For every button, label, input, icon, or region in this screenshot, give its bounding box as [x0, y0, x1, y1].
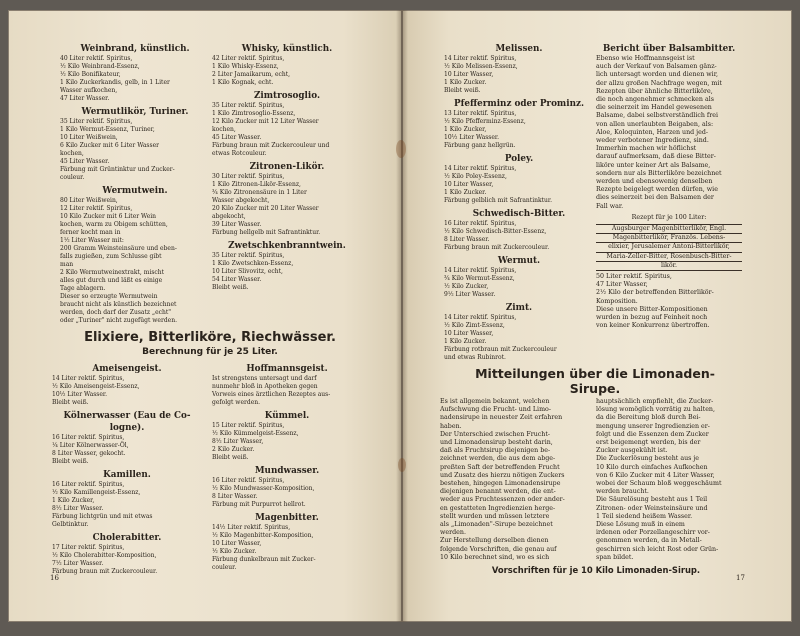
text-line: 12 Kilo Zucker mit 12 Liter Wasser — [212, 118, 319, 125]
text-line: 17 Liter rektif. Spiritus, — [52, 544, 125, 551]
text-line: daß als Fruchtsirup diejenigen be- — [440, 447, 551, 455]
text-line: da die Bereitung bloß durch Bei- — [596, 414, 701, 422]
text-line: Bleibt weiß. — [212, 454, 249, 461]
text-line: Ebenso wie Hoffmannsgeist ist — [596, 55, 695, 62]
text-line: Färbung mit Purpurrot hellrot. — [212, 501, 306, 508]
text-line: ¾ Kilo Zitronensäure in 1 Liter — [212, 189, 307, 196]
text-line: mengung unserer Ingredienzien er- — [596, 422, 710, 430]
right-col-1 — [444, 40, 594, 362]
ingredient-list — [212, 55, 362, 87]
text-line: Gelbtinktur. — [52, 521, 89, 528]
text-line: die noch angenehmer schmecken als — [596, 96, 714, 104]
text-line: Bleibt weiß. — [52, 399, 89, 406]
ingredient-list — [212, 102, 362, 158]
section-heading: Elixiere, Bitterliköre, Riechwässer. — [84, 330, 336, 345]
footer-heading: Vorschriften für je 10 Kilo Limonaden-Sirup. — [491, 565, 701, 575]
text-line: oder „Turiner" nicht zugefügt werden. — [60, 317, 177, 324]
text-line: 9½ Liter Wasser. — [444, 291, 496, 298]
right-col-4 — [596, 398, 746, 562]
text-line: werden, doch darf der Zusatz „echt" — [60, 309, 172, 316]
text-line: Zitronen- oder Weinsteinsäure und — [596, 504, 708, 512]
text-line: ferner kocht man in — [60, 229, 121, 236]
text-line: hauptsächlich empfiehlt, die Zucker- — [596, 398, 714, 405]
recipe-title: Kümmel. — [264, 411, 310, 421]
text-line: 8 Liter Wasser. — [212, 493, 258, 500]
text-line: Ist strengstens untersagt und darf — [212, 375, 317, 382]
text-line: ½ Kilo Cholerabitter-Komposition, — [52, 552, 157, 559]
recipe-title: Mundwasser. — [254, 466, 320, 476]
text-line: Magenbitterlikör, Französ. Lebens- — [596, 234, 742, 243]
text-line: 80 Liter Weißwein, — [60, 197, 118, 204]
text-line: ½ Kilo Melissen-Essenz, — [444, 63, 518, 70]
text-line: 35 Liter rektif. Spiritus, — [60, 118, 133, 125]
text-line: 8 Liter Wasser, gekocht. — [52, 450, 126, 457]
text-line: 39 Liter Wasser. — [212, 221, 262, 228]
text-line: 1 Kilo Zwetschken-Essenz, — [212, 260, 294, 267]
section-heading-line2: Sirupe. — [569, 381, 621, 396]
left-col-3 — [52, 360, 202, 576]
text-line: irdenen oder Porzellangeschirr vor- — [596, 529, 710, 537]
text-line: von allen unerlaubten Beigaben, als: — [596, 120, 714, 128]
text-line: Färbung lichtgrün und mit etwas — [52, 513, 153, 520]
text-line: kochen, warm zu Obigem schütten, — [60, 221, 168, 228]
text-line: Bleibt weiß. — [52, 458, 89, 465]
ingredient-list — [212, 524, 362, 572]
text-line: 1 Kilo Zucker, — [444, 126, 487, 133]
text-line: 14 Liter rektif. Spiritus, — [444, 165, 517, 172]
text-line: weder verbotener Ingredienz, sind. — [596, 137, 709, 145]
text-line: 12 Liter rektif. Spiritus, — [60, 205, 133, 212]
text-line: Färbung dunkelbraun mit Zucker- — [212, 556, 316, 563]
ingredient-list — [212, 252, 362, 292]
recipe-title: Wermutwein. — [102, 186, 168, 196]
text-line: liköre unter keiner Art als Balsame, — [596, 161, 711, 169]
recipe-title: Kamillen. — [103, 470, 151, 480]
left-col-1 — [60, 40, 210, 325]
text-line: 10 Liter Wasser, — [444, 71, 494, 78]
text-line: 14 Liter rektif. Spiritus, — [444, 55, 517, 62]
text-line: haben. — [440, 422, 462, 430]
text-line: Zucker ausgekühlt ist. — [596, 447, 668, 455]
text-line: 47 Liter Wasser, — [596, 281, 648, 289]
text-line: 7½ Liter Wasser. — [52, 560, 104, 567]
recipe-title: Wermutlikör, Turiner. — [81, 107, 189, 117]
text-line: Färbung braun mit Zuckercouleur. — [444, 244, 550, 251]
text-line: darauf aufmerksam, daß diese Bitter- — [596, 153, 716, 161]
ingredient-list — [444, 314, 594, 362]
recipe-title: Zwetschkenbranntwein. — [228, 241, 346, 251]
text-line: preßten Saft der betreffenden Frucht — [440, 463, 560, 471]
ingredient-list — [60, 197, 210, 325]
text-line: der allzu großen Nachfrage wegen, mit — [596, 79, 722, 87]
text-line: Die Säurelösung besteht aus 1 Teil — [596, 496, 708, 504]
text-line: kochen, — [212, 126, 236, 133]
recipe-title: Zimt. — [505, 303, 533, 313]
text-line: 14 Liter rektif. Spiritus, — [444, 314, 517, 321]
text-line: als „Limonaden"-Sirupe bezeichnet — [440, 521, 553, 529]
text-line: couleur. — [212, 564, 237, 571]
text-line: 47 Liter Wasser. — [60, 95, 110, 102]
text-line: 16 Liter rektif. Spiritus, — [52, 434, 125, 441]
recipe-title: Schwedisch-Bitter. — [472, 209, 566, 219]
text-line: 1 Kilo Zuckerkandis, gelb, in 1 Liter — [60, 79, 170, 86]
text-line: von 6 Kilo Zucker mit 4 Liter Wasser, — [596, 471, 715, 479]
text-line: 10 Liter Wasser, — [212, 540, 262, 547]
text-line: Immerhin machen wir höflichst — [596, 145, 697, 153]
text-line: abgekocht, — [212, 213, 246, 220]
recipe-title: Zitronen-Likör. — [249, 162, 325, 172]
text-line: 42 Liter rektif. Spiritus, — [212, 55, 285, 62]
text-line: Färbung ganz hellgrün. — [444, 142, 516, 149]
text-line: Der Unterschied zwischen Frucht- — [440, 430, 550, 438]
book-gutter — [396, 10, 408, 622]
text-line: 10 Liter Weißwein, — [60, 134, 118, 141]
text-line: folgende Vorschriften, die genau auf — [440, 545, 557, 553]
text-line: Diese Lösung muß in einem — [596, 521, 685, 529]
text-line: 45 Liter Wasser. — [60, 158, 110, 165]
text-line: Diese unsere Bitter-Kompositionen — [596, 305, 708, 313]
text-line: 1 Kilo Zucker. — [444, 189, 487, 196]
text-line: 50 Liter rektif. Spiritus, — [596, 273, 672, 281]
text-line: ½ Kilo Schwedisch-Bitter-Essenz, — [444, 228, 547, 235]
text-line: ½ Kilo Ameisengeist-Essenz, — [52, 383, 140, 390]
ingredient-list — [444, 110, 594, 150]
text-line: zeichnet werden, die aus dem abge- — [440, 455, 556, 463]
text-line: 10 Kilo Zucker mit 6 Liter Wein — [60, 213, 157, 220]
section-subheading: Berechnung für je 25 Liter. — [142, 347, 278, 357]
text-line: kochen, — [60, 150, 84, 157]
text-line: ¾ Kilo Wermut-Essenz, — [444, 275, 515, 282]
text-line: 1½ Liter Wasser mit: — [60, 237, 124, 244]
text-line: 16 Liter rektif. Spiritus, — [444, 220, 517, 227]
page-number: 17 — [736, 574, 745, 582]
text-line: 16 Liter rektif. Spiritus, — [212, 477, 285, 484]
text-line: nunmehr bloß in Apotheken gegen — [212, 383, 318, 390]
text-line: ½ Kilo Poley-Essenz, — [444, 173, 507, 180]
text-line: 1 Kilo Zitronen-Likör-Essenz, — [212, 181, 301, 188]
text-line: 13 Liter rektif. Spiritus, — [444, 110, 517, 117]
recipe-title: Pfefferminz oder Prominz. — [453, 99, 585, 109]
text-line: 14½ Liter rektif. Spiritus, — [212, 524, 291, 531]
text-line: 15 Liter rektif. Spiritus, — [212, 422, 285, 429]
recipe-table — [596, 224, 742, 271]
text-line: Wasser abgekocht, — [212, 197, 270, 204]
text-line: 10 Liter Slivovitz, echt, — [212, 268, 283, 275]
ingredient-list — [212, 422, 362, 462]
text-line: folgt und die Essenzen dem Zucker — [596, 430, 709, 438]
text-line: 1 Kilo Kognak, echt. — [212, 79, 274, 86]
text-line: ¼ Liter Kölnerwasser-Öl, — [52, 442, 129, 449]
text-line: 35 Liter rektif. Spiritus, — [212, 102, 285, 109]
text-line: ½ Kilo Bonifikateur, — [60, 71, 121, 78]
text-line: ½ Kilo Zucker, — [444, 283, 489, 290]
left-col-4 — [212, 360, 362, 572]
stain-mark — [398, 458, 406, 472]
text-line: Aufschwung die Frucht- und Limo- — [440, 406, 551, 414]
text-line: 2½ Kilo der betreffenden Bitterlikör- — [596, 289, 714, 297]
text-line: 10½ Liter Wasser. — [444, 134, 500, 141]
text-line: wurden in bezug auf Feinheit noch — [596, 314, 708, 322]
recipe-title: Cholerabitter. — [92, 533, 162, 543]
text-line: ½ Kilo Kümmelgeist-Essenz, — [212, 430, 299, 437]
text-line: die seinerzeit im Handel gewesenen — [596, 104, 712, 112]
text-line: 1 Kilo Zucker, — [52, 497, 95, 504]
ingredient-list — [444, 267, 594, 299]
ingredient-list — [212, 477, 362, 509]
text-line: und Limonadensirup besteht darin, — [440, 439, 553, 447]
text-line: bestehen, hingegen Limonadensirupe — [440, 480, 561, 488]
ingredient-list — [444, 165, 594, 205]
text-line: Färbung gelblich mit Safrantinktur. — [444, 197, 553, 204]
text-line: sondern nur als Bitterliköre bezeichnet — [596, 169, 722, 177]
text-line: 40 Liter rektif. Spiritus, — [60, 55, 133, 62]
text-line: alles gut durch und läßt es einige — [60, 277, 163, 284]
text-line: Augsburger Magenbitterlikör, Engl. — [596, 225, 742, 234]
text-line: Es ist allgemein bekannt, welchen — [440, 398, 550, 405]
text-line: 10 Liter Wasser, — [444, 330, 494, 337]
recipe-title: Wermut. — [497, 256, 541, 266]
ingredient-list — [444, 220, 594, 252]
recipe-title: Poley. — [504, 154, 534, 164]
left-col-2 — [212, 40, 362, 292]
text-line: etwas Rotcouleur. — [212, 150, 267, 157]
text-line: Rezepten über ähnliche Bitterliköre, — [596, 87, 713, 95]
text-line: 20 Kilo Zucker mit 20 Liter Wasser — [212, 205, 319, 212]
text-line: Rezepte beigelegt werden dürfen, wie — [596, 186, 718, 194]
recipe-title: Weinbrand, künstlich. — [80, 44, 190, 54]
text-line: en gestatteten Ingredienzien herge- — [440, 504, 556, 512]
recipe-title: Whisky, künstlich. — [241, 44, 333, 54]
text-line: 1 Kilo Zimtrosoglio-Essenz, — [212, 110, 296, 117]
text-line: 54 Liter Wasser. — [212, 276, 262, 283]
text-line: Tage ablagern. — [60, 285, 106, 292]
ingredient-list — [60, 118, 210, 182]
text-line: werden und ebensowenig denselben — [596, 178, 713, 186]
text-line: weder aus Fruchtessenzen oder ander- — [440, 496, 565, 504]
ingredient-list — [52, 481, 202, 529]
text-line: 1 Kilo Whisky-Essenz, — [212, 63, 279, 70]
text-line: braucht nicht als künstlich bezeichnet — [60, 301, 177, 308]
text-line: auch der Verkauf von Balsamen gänz- — [596, 63, 717, 71]
recipe-title-cont: logne). — [109, 423, 145, 433]
text-line: 10 Liter Wasser, — [444, 181, 494, 188]
text-line: span bildet. — [596, 553, 634, 561]
ingredient-list — [52, 375, 202, 407]
text-line: ½ Kilo Kamillengeist-Essenz, — [52, 489, 141, 496]
text-line: 10½ Liter Wasser. — [52, 391, 108, 398]
text-line: 8½ Liter Wasser, — [212, 438, 264, 445]
recipe-title: Ameisengeist. — [92, 364, 162, 374]
text-line: Aloe, Koloquinten, Harzen und jed- — [596, 128, 709, 136]
text-line: Balsame, dabei selbstverständlich frei — [596, 112, 718, 120]
text-line: Dieser so erzeugte Wermutwein — [60, 293, 158, 300]
text-line: Färbung rotbraun mit Zuckercouleur — [444, 346, 557, 353]
text-line: 45 Liter Wasser. — [212, 134, 262, 141]
text-line: von keiner Konkurrenz übertroffen. — [596, 322, 710, 330]
text-line: dies seinerzeit bei den Balsamen der — [596, 194, 714, 202]
text-line: Bleibt weiß. — [212, 284, 249, 291]
text-line: 200 Gramm Weinsteinsäure und eben- — [60, 245, 177, 252]
text-line: 16 Liter rektif. Spiritus, — [52, 481, 125, 488]
text-line: 10 Kilo durch einfaches Aufkochen — [596, 463, 708, 471]
right-col-2 — [596, 40, 742, 331]
text-line: ½ Kilo Weinbrand-Essenz, — [60, 63, 140, 70]
ingredient-list — [52, 544, 202, 576]
text-line: ½ Kilo Zucker. — [212, 548, 257, 555]
recipe-title: Melissen. — [495, 44, 543, 54]
text-line: 1 Kilo Zucker. — [444, 79, 487, 86]
text-line: elixier, Jerusalemer Antoni-Bitterlikör, — [596, 243, 742, 252]
recipe-title: Kölnerwasser (Eau de Co- — [63, 411, 191, 421]
text-line: gefolgt werden. — [212, 399, 261, 406]
text-line: wobei der Schaum bloß weggeschäumt — [596, 480, 722, 488]
text-line: Wasser aufkochen, — [60, 87, 118, 94]
text-line: und etwas Rubinrot. — [444, 354, 506, 361]
text-line: 2 Kilo Wermutweinextrakt, mischt — [60, 269, 165, 276]
text-line: Zur Herstellung derselben dienen — [440, 537, 549, 545]
text-line: couleur. — [60, 174, 85, 181]
text-line: lösung womöglich vorrätig zu halten, — [596, 406, 715, 414]
text-line: werden braucht. — [596, 488, 649, 496]
text-line: 35 Liter rektif. Spiritus, — [212, 252, 285, 259]
text-line: und Zusatz des hierzu nötigen Zuckers — [440, 471, 565, 479]
text-line: Komposition. — [596, 297, 638, 305]
ingredient-list — [212, 173, 362, 237]
text-line: 8 Liter Wasser. — [444, 236, 490, 243]
text-line: Die Zuckerlösung besteht aus je — [596, 455, 700, 463]
text-line: Färbung hellgelb mit Safrantinktur. — [212, 229, 321, 236]
table-caption: Rezept für je 100 Liter: — [631, 213, 707, 221]
text-line: geschirren sich leicht Rost oder Grün- — [596, 545, 719, 553]
section-heading: Mitteilungen über die Limonaden- — [475, 366, 715, 381]
text-line: 1 Kilo Zucker. — [444, 338, 487, 345]
text-line: genommen werden, da in Metall- — [596, 537, 702, 545]
recipe-title: Zimtrosoglio. — [253, 91, 321, 101]
text-line: 14 Liter rektif. Spiritus, — [52, 375, 125, 382]
text-line: 2 Kilo Zucker. — [212, 446, 255, 453]
text-line: erst beigemengt werden, bis der — [596, 439, 701, 447]
text-line: Fall war. — [596, 202, 624, 210]
page-number: 16 — [50, 574, 59, 582]
text-line: lich untersagt worden und dienen wir, — [596, 71, 719, 79]
text-line: Vorweis eines ärztlichen Rezeptes aus- — [212, 391, 331, 398]
text-line: diejenigen benannt werden, die ent- — [440, 488, 556, 496]
report-title: Bericht über Balsambitter. — [602, 44, 736, 54]
text-line: Maria-Zeller-Bitter, Rosenbusch-Bitter- — [596, 253, 742, 262]
ingredient-list — [52, 434, 202, 466]
recipe-title: Magenbitter. — [255, 513, 319, 523]
text-line: ½ Kilo Pfefferminz-Essenz, — [444, 118, 526, 125]
text-line: Färbung braun mit Zuckercouleur und — [212, 142, 330, 149]
text-line: ½ Kilo Zimt-Essenz, — [444, 322, 505, 329]
text-line: 14 Liter rektif. Spiritus, — [444, 267, 517, 274]
text-line: 8½ Liter Wasser. — [52, 505, 104, 512]
right-col-3 — [440, 398, 590, 562]
text-line: stellt wurden und müssen letztere — [440, 512, 550, 520]
text-line: Färbung mit Grüntinktur und Zucker- — [60, 166, 175, 173]
text-line: 30 Liter rektif. Spiritus, — [212, 173, 285, 180]
ingredient-list — [444, 55, 594, 95]
text-line: ½ Kilo Magenbitter-Komposition, — [212, 532, 314, 539]
text-line: 2 Liter Jamaikarum, echt, — [212, 71, 291, 78]
text-line: werden. — [440, 529, 466, 537]
text-line: Färbung braun mit Zuckercouleur. — [52, 568, 158, 575]
text-line: Bleibt weiß. — [444, 87, 481, 94]
ingredient-list — [212, 375, 362, 407]
recipe-title: Hoffmannsgeist. — [246, 364, 328, 374]
text-line: 10 Kilo berechnet sind, wo es sich — [440, 553, 550, 561]
text-line: 6 Kilo Zucker mit 6 Liter Wasser — [60, 142, 160, 149]
text-line: ½ Kilo Mundwasser-Komposition, — [212, 485, 315, 492]
text-line: man — [60, 261, 74, 268]
text-line: likör. — [661, 261, 677, 269]
text-line: falls zugießen, zum Schlusse gibt — [60, 253, 162, 260]
text-line: nadensirupe in neuester Zeit erfahren — [440, 414, 563, 422]
text-line: 1 Kilo Wermut-Essenz, Turiner, — [60, 126, 155, 133]
text-line: 1 Teil siedend heißem Wasser. — [596, 512, 693, 520]
stain-mark — [396, 140, 406, 158]
